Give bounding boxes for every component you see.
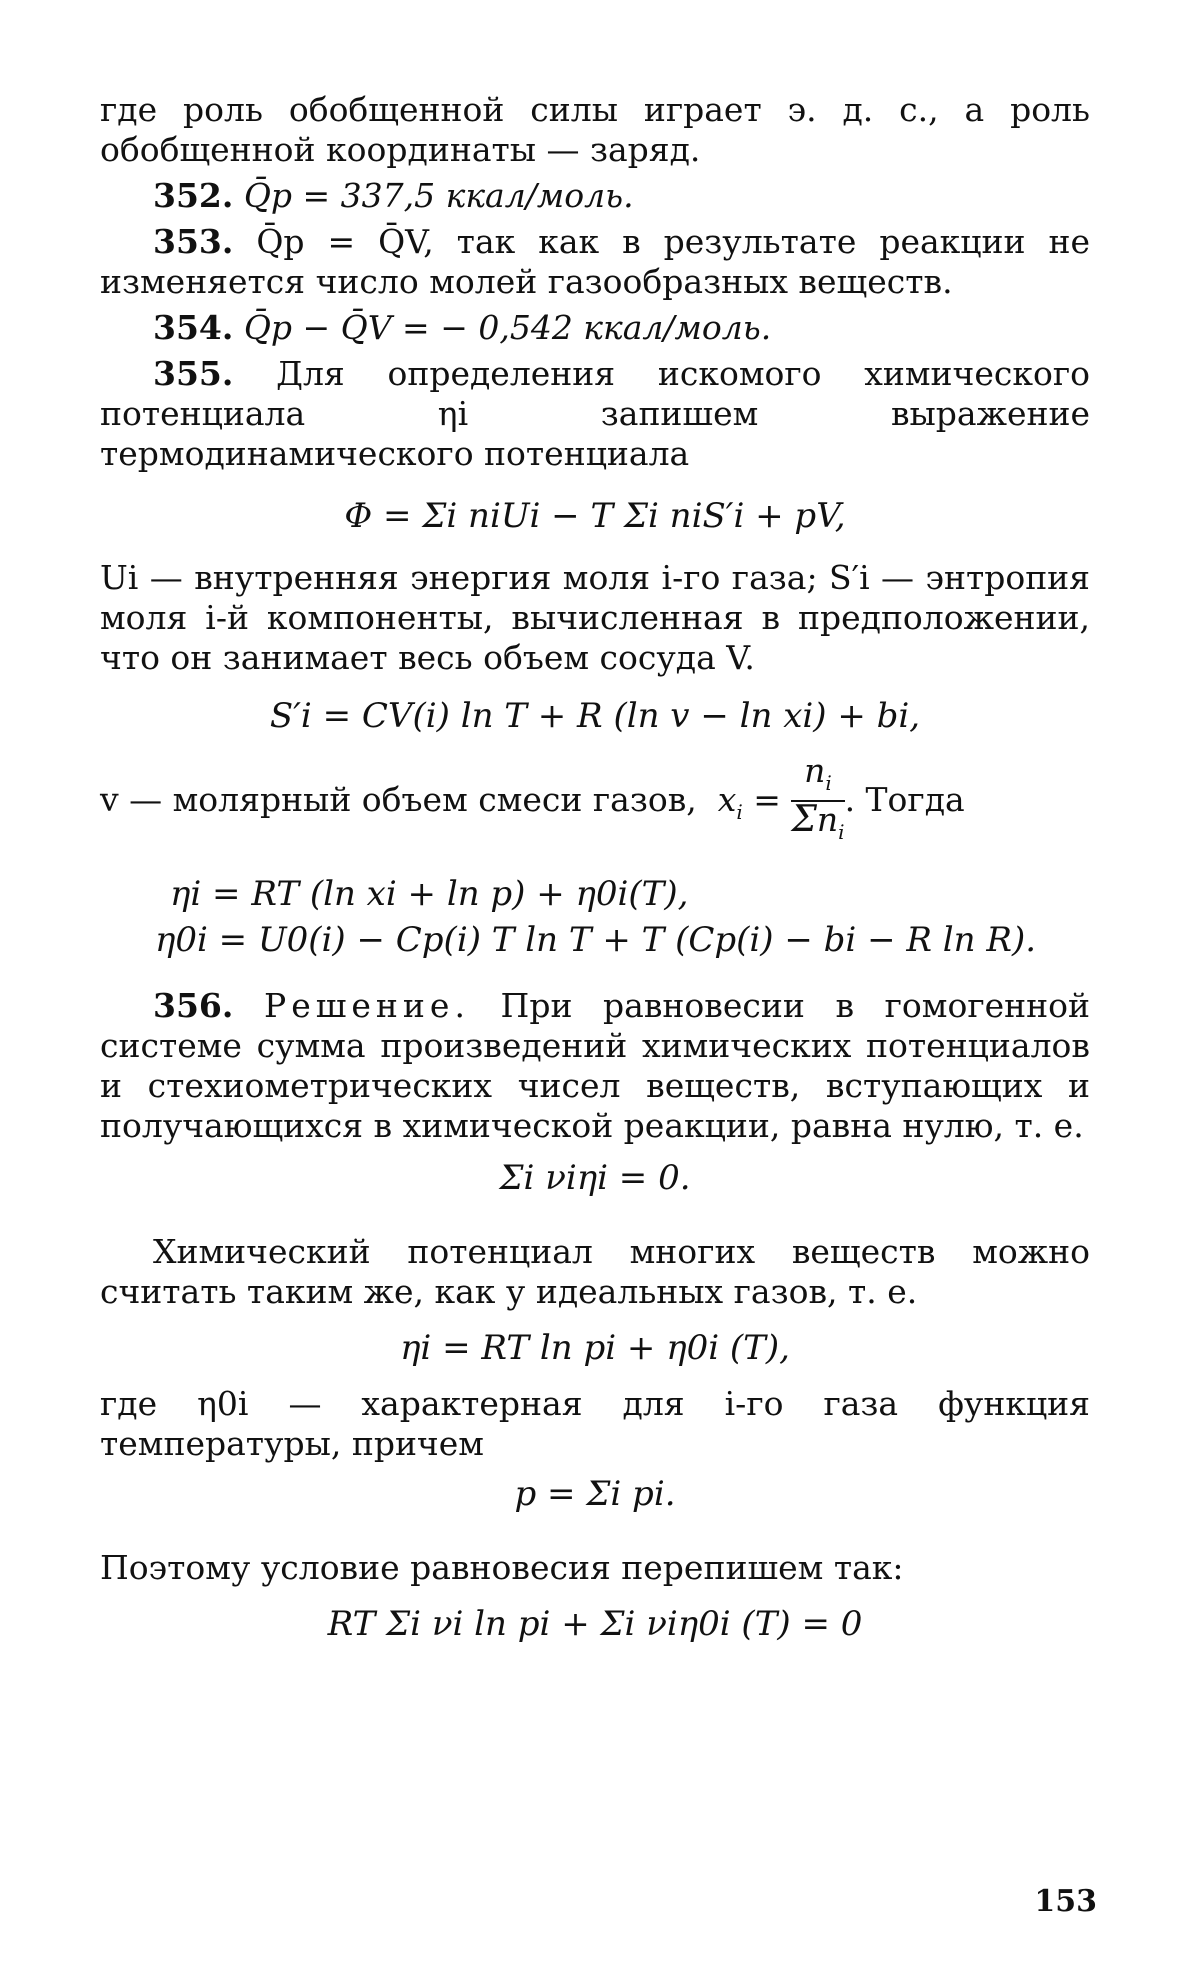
formula-ideal-potential: ηi = RT ln pi + η0i (T), <box>400 1328 790 1368</box>
formula-eta-zero: η0i = U0(i) − Cp(i) T ln T + T (Cp(i) − bi − R ln R). <box>155 920 1037 960</box>
page-number: 153 <box>1034 1884 1097 1919</box>
page-content <box>100 90 1090 1950</box>
problem-number: 352. <box>153 176 234 215</box>
paragraph-rewrite: Поэтому условие равновесия перепишем так: <box>100 1548 904 1587</box>
answer-text: Q̄p = 337,5 ккал/моль. <box>243 176 634 215</box>
problem-number: 354. <box>153 308 234 347</box>
paragraph-molar-volume <box>100 751 1090 850</box>
problem-number: 353. <box>153 222 234 261</box>
formula-chemical-potential: ηi = RT (ln xi + ln p) + η0i(T), <box>170 874 689 914</box>
answer-355 <box>100 354 1090 474</box>
problem-number: 355. <box>153 354 234 393</box>
paragraph-intro: где роль обобщенной силы играет э. д. с., а роль обобщенной координаты — заряд. <box>100 90 1090 169</box>
answer-text: Q̄p = Q̄V, так как в результате реакции не изменяется число молей газообразных веществ. <box>100 222 1090 301</box>
answer-353 <box>100 222 1090 302</box>
answer-352 <box>100 176 1090 216</box>
answer-356 <box>100 986 1090 1146</box>
answer-text: Для определения искомого химического потенциала ηi запишем выражение термодинамического потенциала <box>100 354 1090 473</box>
solution-label: Решение. <box>263 986 470 1025</box>
molar-volume-text: v — молярный объем смеси газов, <box>100 780 697 819</box>
formula-entropy: S′i = CV(i) ln T + R (ln v − ln xi) + bi, <box>269 696 921 736</box>
answer-354 <box>100 308 1090 348</box>
formula-equilibrium-condition: RT Σi νi ln pi + Σi νiη0i (T) = 0 <box>327 1604 863 1644</box>
paragraph-definitions: Ui — внутренняя энергия моля i-го газа; S′i — энтропия моля i-й компоненты, вычисленная в предположении, что он занимает весь объем сосуда V. <box>100 558 1090 677</box>
problem-number: 356. <box>153 986 234 1025</box>
answer-text: При равновесии в гомогенной системе сумма произведений химических потенциалов и стехиометрических чисел веществ, вступающих и получающихся в химической реакции, равна нулю, т. е. <box>100 986 1090 1145</box>
formula-equilibrium-sum: Σi νiηi = 0. <box>499 1158 691 1198</box>
mole-fraction-formula: $x_i$ = $\frac{n_i}{\Sigma n_i}$ <box>717 751 845 844</box>
formula-total-pressure: p = Σi pi. <box>514 1474 676 1514</box>
formula-thermodynamic-potential: Φ = Σi niUi − T Σi niS′i + pV, <box>344 496 846 536</box>
then-text: . Тогда <box>844 780 965 819</box>
paragraph-eta-definition: где η0i — характерная для i-го газа функция температуры, причем <box>100 1384 1090 1463</box>
paragraph-ideal-gas: Химический потенциал многих веществ можно считать таким же, как у идеальных газов, т. е. <box>100 1232 1090 1311</box>
answer-text: Q̄p − Q̄V = − 0,542 ккал/моль. <box>243 308 772 347</box>
